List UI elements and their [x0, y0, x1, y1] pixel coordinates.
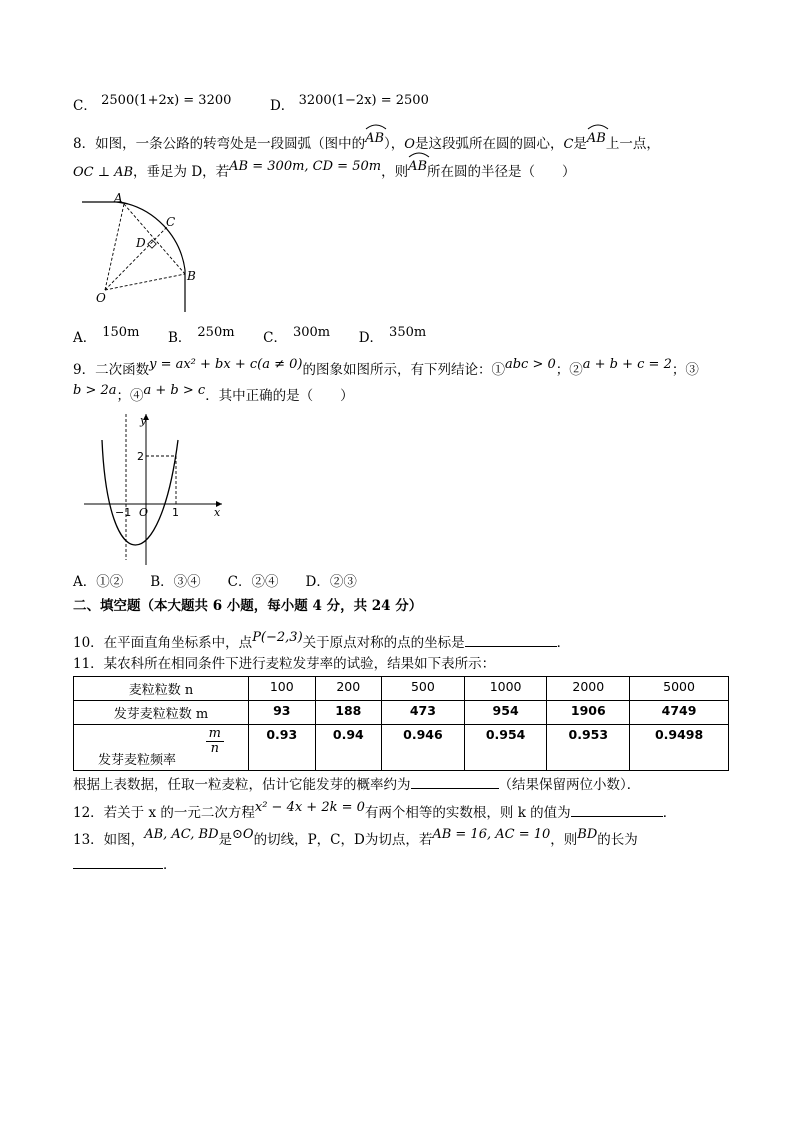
q9-line2: b > 2a；④a + b > c．其中正确的是（ ） — [73, 383, 354, 404]
q13-line1: 13．如图，AB, AC, BD是⊙O的切线，P，C，D为切点，若AB = 16, AC = 10，则BD的长为 — [73, 827, 638, 848]
table-cell: 0.953 — [547, 725, 630, 771]
q10: 10．在平面直角坐标系中，点P(−2,3)关于原点对称的点的坐标是 ． — [73, 630, 571, 651]
q13-condition: AB = 16, AC = 10 — [432, 827, 551, 842]
q11-intro: 11．某农科所在相同条件下进行麦粒发芽率的试验，结果如下表所示： — [73, 656, 496, 672]
q11-frac: $\frac{m}{n}$ — [206, 727, 224, 756]
q9-fig-label-x: x — [214, 506, 221, 519]
q8-perp: OC ⊥ AB — [73, 165, 134, 180]
q8-fig-label-c: C — [166, 215, 176, 229]
arc-mark-icon — [587, 123, 609, 130]
table-cell: 5000 — [630, 677, 729, 701]
q11-answer-blank[interactable] — [411, 774, 499, 789]
q9-function: y = ax² + bx + c(a ≠ 0) — [149, 357, 303, 372]
q9-fig-label-neg1: −1 — [115, 506, 132, 519]
q13-answer-blank[interactable] — [73, 854, 163, 869]
table-cell: 0.954 — [464, 725, 547, 771]
q8-figure — [80, 190, 210, 315]
q8-line1 — [73, 131, 660, 155]
q11-after: 根据上表数据，任取一粒麦粒，估计它能发芽的概率约为 （结果保留两位小数）． — [73, 774, 640, 795]
q9-options: A．①② B．③④ C．②④ D．②③ — [73, 574, 357, 590]
table-cell: 0.9498 — [630, 725, 729, 771]
table-cell: 2000 — [547, 677, 630, 701]
q7-option-d-label: D． — [269, 98, 295, 114]
q13-line2: ． — [73, 854, 177, 875]
q8-o: O — [404, 137, 415, 152]
q12-equation: x² − 4x + 2k = 0 — [254, 800, 365, 815]
q8-text-b: ）， — [384, 136, 405, 152]
table-cell: 1906 — [547, 701, 630, 725]
q8-text-e: 上一点， — [605, 136, 660, 152]
q8-arc-ab-3: AB — [408, 157, 427, 177]
table-row — [74, 701, 729, 725]
q7-option-d-expr: 3200(1−2x) = 2500 — [298, 93, 429, 108]
q8-line2 — [73, 159, 576, 183]
q8-options — [73, 325, 427, 349]
q12-answer-blank[interactable] — [571, 802, 663, 817]
q8-fig-label-d: D — [136, 236, 146, 250]
q7-options — [73, 93, 429, 117]
q8-text-c: 是这段弧所在圆的圆心， — [414, 136, 564, 152]
q13-bd: BD — [577, 827, 598, 842]
table-cell: 200 — [315, 677, 382, 701]
q11-row2-head: 发芽麦粒粒数 m — [74, 701, 249, 725]
q7-option-c-label: C． — [73, 98, 97, 114]
table-cell: 954 — [464, 701, 547, 725]
q8-condition: AB = 300m, CD = 50m — [229, 159, 382, 174]
table-cell: 1000 — [464, 677, 547, 701]
q8-option-d: D． 350m — [358, 325, 427, 346]
table-row — [74, 725, 729, 771]
q11-row3-head: 发芽麦粒频率 $\frac{m}{n}$ — [74, 725, 249, 771]
q9-fig-label-1: 1 — [172, 506, 179, 519]
q8-text-f: ，垂足为 D，若 — [133, 164, 230, 180]
table-cell: 0.94 — [315, 725, 382, 771]
q9-fig-label-y: y — [140, 414, 147, 427]
q9-fig-label-2: 2 — [137, 450, 144, 463]
q8-arc-ab: AB — [365, 129, 384, 149]
q9-conclusion-4: a + b > c — [143, 383, 206, 398]
q8-option-c: C． 300m — [263, 325, 331, 346]
q9-line1: 9．二次函数y = ax² + bx + c(a ≠ 0)的图象如图所示，有下列结论：①abc > 0；②a + b + c = 2；③ — [73, 357, 699, 378]
q8-arc-ab-2: AB — [587, 129, 606, 149]
q9-conclusion-1: abc > 0 — [504, 357, 556, 372]
table-row — [74, 677, 729, 701]
q9-fig-label-o: O — [139, 506, 149, 519]
table-cell: 473 — [382, 701, 465, 725]
q8-option-b: B． 250m — [167, 325, 235, 346]
q9-text-end: ．其中正确的是（ ） — [205, 388, 354, 404]
section-2-title: 二、填空题（本大题共 6 小题，每小题 4 分，共 24 分） — [73, 598, 423, 614]
q13-circle: ⊙O — [232, 827, 254, 842]
arc-mark-icon — [408, 151, 430, 158]
table-cell: 93 — [249, 701, 316, 725]
q8-c: C — [563, 137, 574, 152]
q8-text-d: 是 — [573, 136, 587, 152]
table-cell: 4749 — [630, 701, 729, 725]
table-cell: 0.946 — [382, 725, 465, 771]
q9-conclusion-2: a + b + c = 2 — [582, 357, 672, 372]
table-cell: 100 — [249, 677, 316, 701]
q9-text-a: 9．二次函数 — [73, 362, 150, 378]
table-cell: 500 — [382, 677, 465, 701]
q8-option-a: A． 150m — [73, 325, 140, 346]
q9-text-b: 的图象如图所示，有下列结论：① — [302, 362, 505, 378]
q8-text-a: 8．如图，一条公路的转弯处是一段圆弧（图中的 — [73, 136, 366, 152]
q8-fig-label-a: A — [114, 191, 123, 205]
q10-point: P(−2,3) — [252, 630, 303, 645]
arc-mark-icon — [365, 123, 387, 130]
q8-fig-label-o: O — [96, 291, 106, 305]
q9-figure — [82, 410, 232, 570]
q12: 12．若关于 x 的一元二次方程x² − 4x + 2k = 0有两个相等的实数根，则 k 的值为 ． — [73, 800, 677, 821]
q8-text-g: ，则 — [381, 164, 409, 180]
table-cell: 0.93 — [249, 725, 316, 771]
q13-tangent-lines: AB, AC, BD — [144, 827, 219, 842]
q8-text-h: 所在圆的半径是（ ） — [427, 164, 576, 180]
q10-answer-blank[interactable] — [465, 632, 557, 647]
q7-option-c-expr: 2500(1+2x) = 3200 — [101, 93, 232, 108]
q11-table — [73, 676, 729, 771]
table-cell: 188 — [315, 701, 382, 725]
q8-fig-label-b: B — [187, 269, 196, 283]
q11-row1-head: 麦粒粒数 n — [74, 677, 249, 701]
q9-conclusion-3: b > 2a — [73, 383, 117, 398]
